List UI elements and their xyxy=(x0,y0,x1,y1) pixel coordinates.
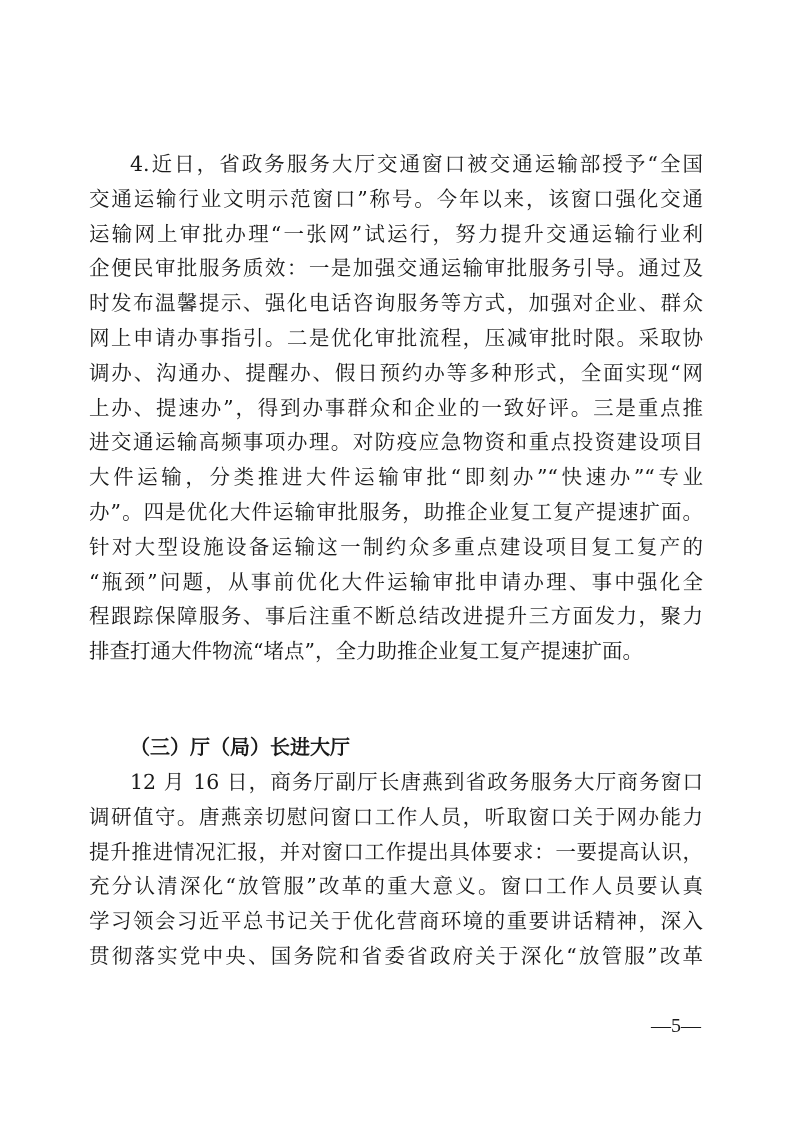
section-heading: （三）厅（局）长进大厅 xyxy=(130,735,350,759)
paragraph-line: 上办、提速办”，得到办事群众和企业的一致好评。三是重点推 xyxy=(89,395,703,420)
paragraph-line: 学习领会习近平总书记关于优化营商环境的重要讲话精神，深入 xyxy=(89,909,703,934)
paragraph-line: 4.近日，省政务服务大厅交通窗口被交通运输部授予“全国 xyxy=(130,152,703,176)
paragraph-line: 交通运输行业文明示范窗口”称号。今年以来，该窗口强化交通 xyxy=(89,186,703,211)
paragraph-line: 企便民审批服务质效：一是加强交通运输审批服务引导。通过及 xyxy=(89,256,703,281)
paragraph-line: 12 月 16 日，商务厅副厅长唐燕到省政务服务大厅商务窗口 xyxy=(130,770,703,794)
paragraph-line: “瓶颈”问题，从事前优化大件运输审批申请办理、事中强化全 xyxy=(89,569,703,594)
paragraph-line: 针对大型设施设备运输这一制约众多重点建设项目复工复产的 xyxy=(89,534,703,559)
paragraph-line: 办”。四是优化大件运输审批服务，助推企业复工复产提速扩面。 xyxy=(89,499,703,524)
paragraph-line: 时发布温馨提示、强化电话咨询服务等方式，加强对企业、群众 xyxy=(89,291,703,316)
paragraph-line: 排查打通大件物流“堵点”，全力助推企业复工复产提速扩面。 xyxy=(89,639,643,664)
paragraph-line: 运输网上审批办理“一张网”试运行，努力提升交通运输行业利 xyxy=(89,221,703,246)
paragraph-line: 调办、沟通办、提醒办、假日预约办等多种形式，全面实现“网 xyxy=(89,360,703,385)
paragraph-line: 贯彻落实党中央、国务院和省委省政府关于深化“放管服”改革 xyxy=(89,943,703,968)
paragraph-line: 网上申请办事指引。二是优化审批流程，压减审批时限。采取协 xyxy=(89,325,703,350)
paragraph-line: 程跟踪保障服务、事后注重不断总结改进提升三方面发力，聚力 xyxy=(89,604,703,629)
paragraph-line: 调研值守。唐燕亲切慰问窗口工作人员，听取窗口关于网办能力 xyxy=(89,804,703,829)
page-number: —5— xyxy=(651,1015,701,1037)
paragraph-line: 充分认清深化“放管服”改革的重大意义。窗口工作人员要认真 xyxy=(89,874,703,899)
paragraph-line: 进交通运输高频事项办理。对防疫应急物资和重点投资建设项目 xyxy=(89,430,703,455)
paragraph-line: 提升推进情况汇报，并对窗口工作提出具体要求：一要提高认识， xyxy=(89,839,703,864)
paragraph-director-visit xyxy=(89,765,703,974)
paragraph-transport-window xyxy=(89,147,703,669)
paragraph-line: 大件运输，分类推进大件运输审批“即刻办”“快速办”“专业 xyxy=(89,465,703,490)
